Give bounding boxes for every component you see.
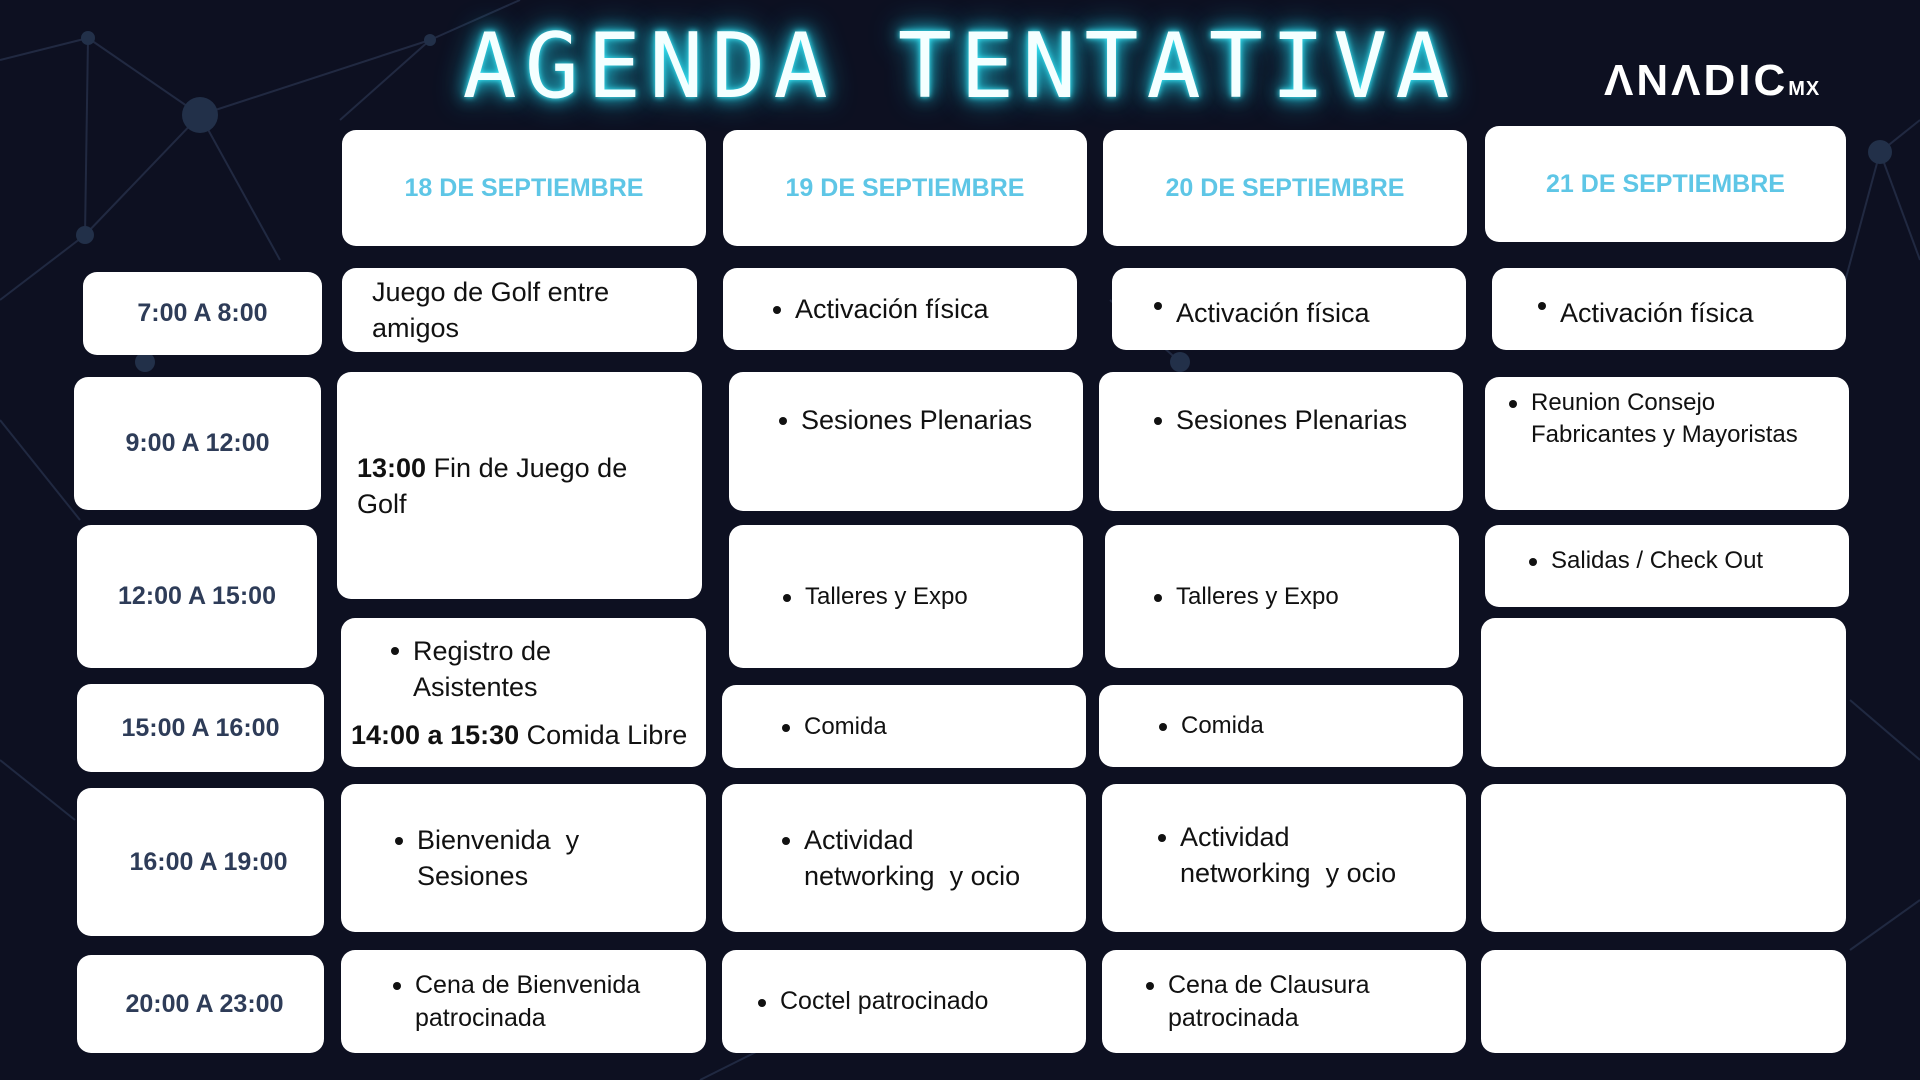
time-slot-9-12 [74, 377, 321, 510]
event-talleres-20-text: Talleres y Expo [1150, 581, 1437, 613]
event-coctel-19-text: Coctel patrocinado [754, 985, 1064, 1018]
event-cena-bienvenida-line2: patrocinada [415, 1003, 546, 1032]
time-slot-label: 16:00 A 19:00 [129, 847, 288, 876]
logo-sub-text: MX [1788, 78, 1821, 100]
event-bienvenida [341, 784, 706, 932]
event-networking-19-line1: Actividad [804, 825, 914, 855]
time-slot-15-16 [77, 684, 324, 772]
event-salidas-21 [1485, 525, 1849, 607]
event-golf-line1: Juego de Golf entre [372, 277, 610, 307]
event-fin-golf [337, 372, 702, 599]
time-slot-7-8 [83, 272, 322, 355]
day-header-21 [1485, 126, 1846, 242]
event-fin-golf-text: Fin de Juego de [426, 452, 628, 483]
event-activacion-20 [1112, 268, 1466, 350]
event-plenarias-19 [729, 372, 1083, 511]
event-plenarias-20 [1099, 372, 1463, 511]
time-slot-label: 12:00 A 15:00 [118, 582, 276, 610]
event-comida-20-text: Comida [1155, 710, 1441, 742]
time-slot-16-19 [77, 788, 324, 936]
event-fin-golf-line2: Golf [357, 488, 407, 519]
event-bienvenida-line1: Bienvenida y [417, 825, 580, 855]
event-activacion-21 [1492, 268, 1846, 350]
event-activacion-20-text: Activación física [1150, 287, 1444, 331]
event-plenarias-20-text: Sesiones Plenarias [1150, 402, 1441, 438]
event-bienvenida-line2: Sesiones [417, 861, 529, 891]
event-networking-20-line1: Actividad [1180, 822, 1290, 852]
event-talleres-19-text: Talleres y Expo [779, 581, 1061, 613]
event-cena-clausura-line1: Cena de Clausura [1168, 970, 1370, 999]
empty-slot-21-b [1481, 784, 1846, 932]
event-comida-libre-text: Comida Libre [519, 719, 688, 750]
day-header-label: 21 DE SEPTIEMBRE [1546, 169, 1785, 198]
empty-slot-21-c [1481, 950, 1846, 1053]
day-header-label: 19 DE SEPTIEMBRE [785, 173, 1025, 202]
day-header-18 [342, 130, 706, 246]
event-talleres-20 [1105, 525, 1459, 668]
event-talleres-19 [729, 525, 1083, 668]
logo-main-text: ΛNΛDIC [1604, 56, 1789, 105]
event-activacion-19-text: Activación física [769, 291, 1055, 327]
event-reunion-line2: Fabricantes y Mayoristas [1531, 421, 1798, 448]
event-coctel-19 [722, 950, 1086, 1053]
event-registro-comida [341, 618, 706, 767]
day-header-label: 20 DE SEPTIEMBRE [1165, 173, 1405, 202]
time-slot-label: 15:00 A 16:00 [121, 713, 280, 742]
event-registro-line2: Asistentes [413, 671, 538, 702]
page-title: AGENDA TENTATIVA [462, 14, 1458, 119]
event-comida-20 [1099, 685, 1463, 767]
event-cena-bienvenida-line1: Cena de Bienvenida [415, 970, 641, 999]
event-comida-19-text: Comida [778, 711, 1064, 743]
time-slot-20-23 [77, 955, 324, 1053]
anadic-logo [1604, 56, 1820, 106]
day-header-20 [1103, 130, 1467, 246]
time-slot-label: 20:00 A 23:00 [125, 989, 284, 1018]
event-activacion-21-text: Activación física [1534, 287, 1824, 331]
event-salidas-21-text: Salidas / Check Out [1525, 545, 1827, 577]
event-fin-golf-time: 13:00 [357, 452, 427, 483]
event-cena-clausura-20 [1102, 950, 1466, 1053]
empty-slot-21-a [1481, 618, 1846, 767]
time-slot-label: 9:00 A 12:00 [125, 429, 270, 457]
event-networking-20 [1102, 784, 1466, 932]
event-networking-19 [722, 784, 1086, 932]
event-comida-libre-time: 14:00 a 15:30 [351, 719, 520, 750]
event-comida-19 [722, 685, 1086, 768]
event-registro-line1: Registro de [413, 635, 552, 666]
event-cena-bienvenida [341, 950, 706, 1053]
day-header-19 [723, 130, 1087, 246]
event-plenarias-19-text: Sesiones Plenarias [775, 402, 1061, 438]
event-golf [342, 268, 697, 352]
event-networking-20-line2: networking y ocio [1180, 858, 1397, 888]
event-cena-clausura-line2: patrocinada [1168, 1003, 1299, 1032]
day-header-label: 18 DE SEPTIEMBRE [404, 173, 644, 202]
event-activacion-19 [723, 268, 1077, 350]
event-reunion-line1: Reunion Consejo [1531, 389, 1716, 416]
event-networking-19-line2: networking y ocio [804, 861, 1021, 891]
time-slot-12-15 [77, 525, 317, 668]
event-golf-line2: amigos [372, 313, 460, 343]
event-reunion-21 [1485, 377, 1849, 510]
time-slot-label: 7:00 A 8:00 [137, 299, 268, 327]
